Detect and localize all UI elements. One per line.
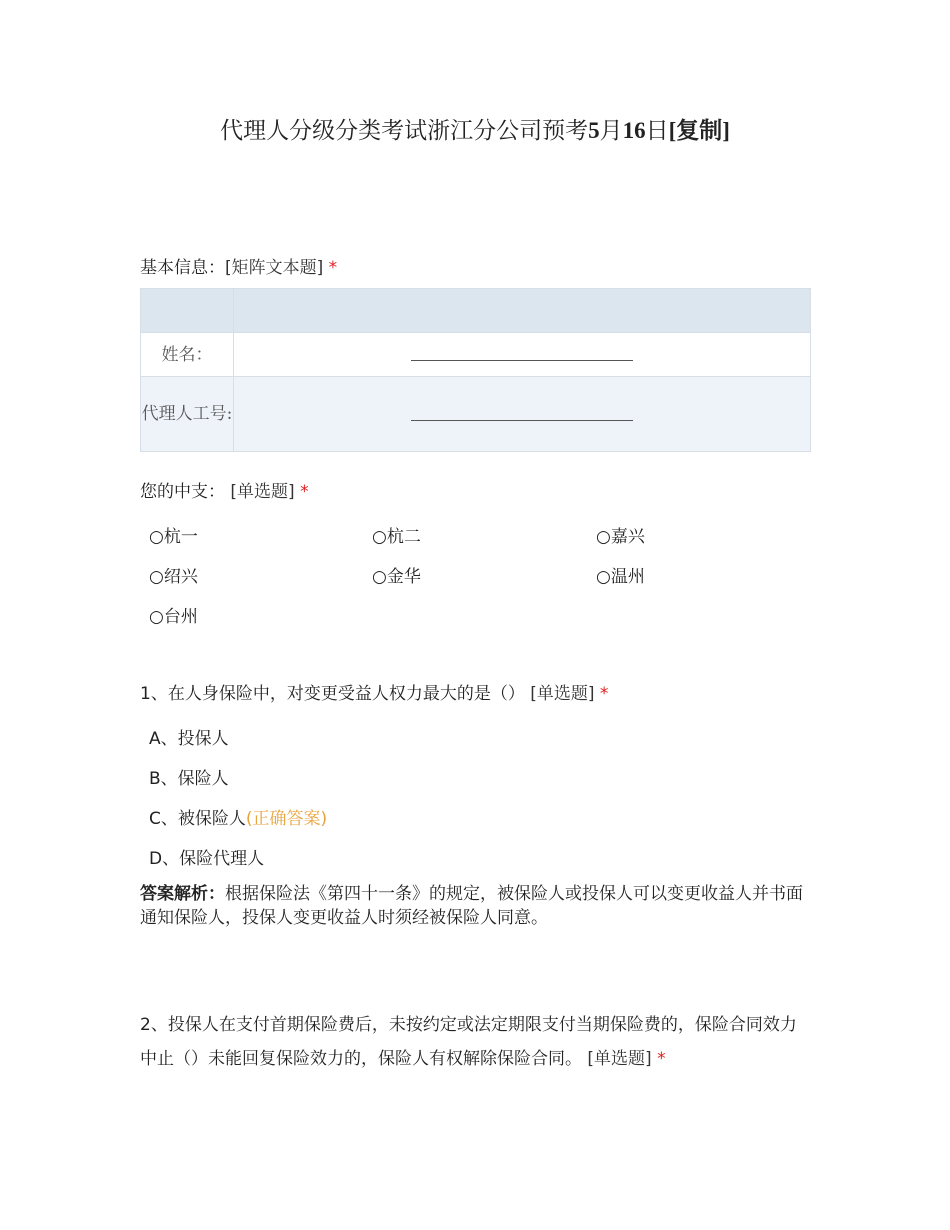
branch-question <box>140 477 309 502</box>
required-marker: * <box>657 1049 666 1069</box>
title-text-3: 日 <box>645 118 669 144</box>
matrix-table <box>140 288 811 452</box>
required-marker: * <box>328 258 338 278</box>
branch-option[interactable]: ○杭一 <box>149 527 198 547</box>
basic-info-question <box>140 253 337 278</box>
q1-option-c-label: C、被保险人 <box>149 809 246 829</box>
question-2-type: [单选题] <box>587 1049 652 1069</box>
answer-analysis <box>140 882 812 930</box>
title-text-2: 月 <box>599 118 623 144</box>
matrix-row-label: 代理人工号: <box>141 377 234 452</box>
question-1-type: [单选题] <box>530 684 595 704</box>
q1-option-c[interactable] <box>149 804 327 829</box>
basic-info-type: [矩阵文本题] <box>225 258 324 278</box>
matrix-row-name <box>141 333 811 377</box>
name-input[interactable] <box>234 333 811 377</box>
basic-info-label: 基本信息： <box>140 258 225 278</box>
q1-option-d[interactable]: D、保险代理人 <box>149 849 265 869</box>
branch-option[interactable]: ○杭二 <box>372 527 421 547</box>
copy-link[interactable]: [复制] <box>668 118 730 143</box>
required-marker: * <box>599 684 609 704</box>
question-1 <box>140 679 608 704</box>
matrix-header-row <box>141 289 811 333</box>
branch-option[interactable]: ○台州 <box>149 607 198 627</box>
question-2 <box>140 1008 812 1076</box>
title-num-2: 16 <box>622 118 646 143</box>
matrix-row-agent-id <box>141 377 811 452</box>
required-marker: * <box>300 482 309 502</box>
analysis-text: 根据保险法《第四十一条》的规定，被保险人或投保人可以变更收益人并书面通知保险人，投保人变更收益人时须经被保险人同意。 <box>140 884 803 928</box>
branch-option[interactable]: ○金华 <box>372 567 421 587</box>
correct-answer-tag: (正确答案) <box>245 809 328 829</box>
branch-option[interactable]: ○温州 <box>596 567 645 587</box>
analysis-label: 答案解析： <box>140 884 225 904</box>
matrix-row-label: 姓名： <box>141 333 234 377</box>
q1-option-b[interactable]: B、保险人 <box>149 769 229 789</box>
branch-option[interactable]: ○嘉兴 <box>596 527 645 547</box>
branch-type: [单选题] <box>230 482 295 502</box>
page-title <box>0 112 950 145</box>
question-2-text: 2、投保人在支付首期保险费后，未按约定或法定期限支付当期保险费的，保险合同效力中止（）未能回复保险效力的，保险人有权解除保险合同。 <box>140 1015 797 1069</box>
title-text-1: 代理人分级分类考试浙江分公司预考 <box>220 118 589 144</box>
question-1-text: 1、在人身保险中，对变更受益人权力最大的是（） <box>140 684 525 704</box>
blank-line <box>411 408 633 421</box>
agent-id-input[interactable] <box>234 377 811 452</box>
branch-label: 您的中支： <box>140 482 225 502</box>
q1-option-a[interactable]: A、投保人 <box>149 729 229 749</box>
branch-option[interactable]: ○绍兴 <box>149 567 198 587</box>
blank-line <box>411 348 633 361</box>
title-num-1: 5 <box>588 118 600 143</box>
